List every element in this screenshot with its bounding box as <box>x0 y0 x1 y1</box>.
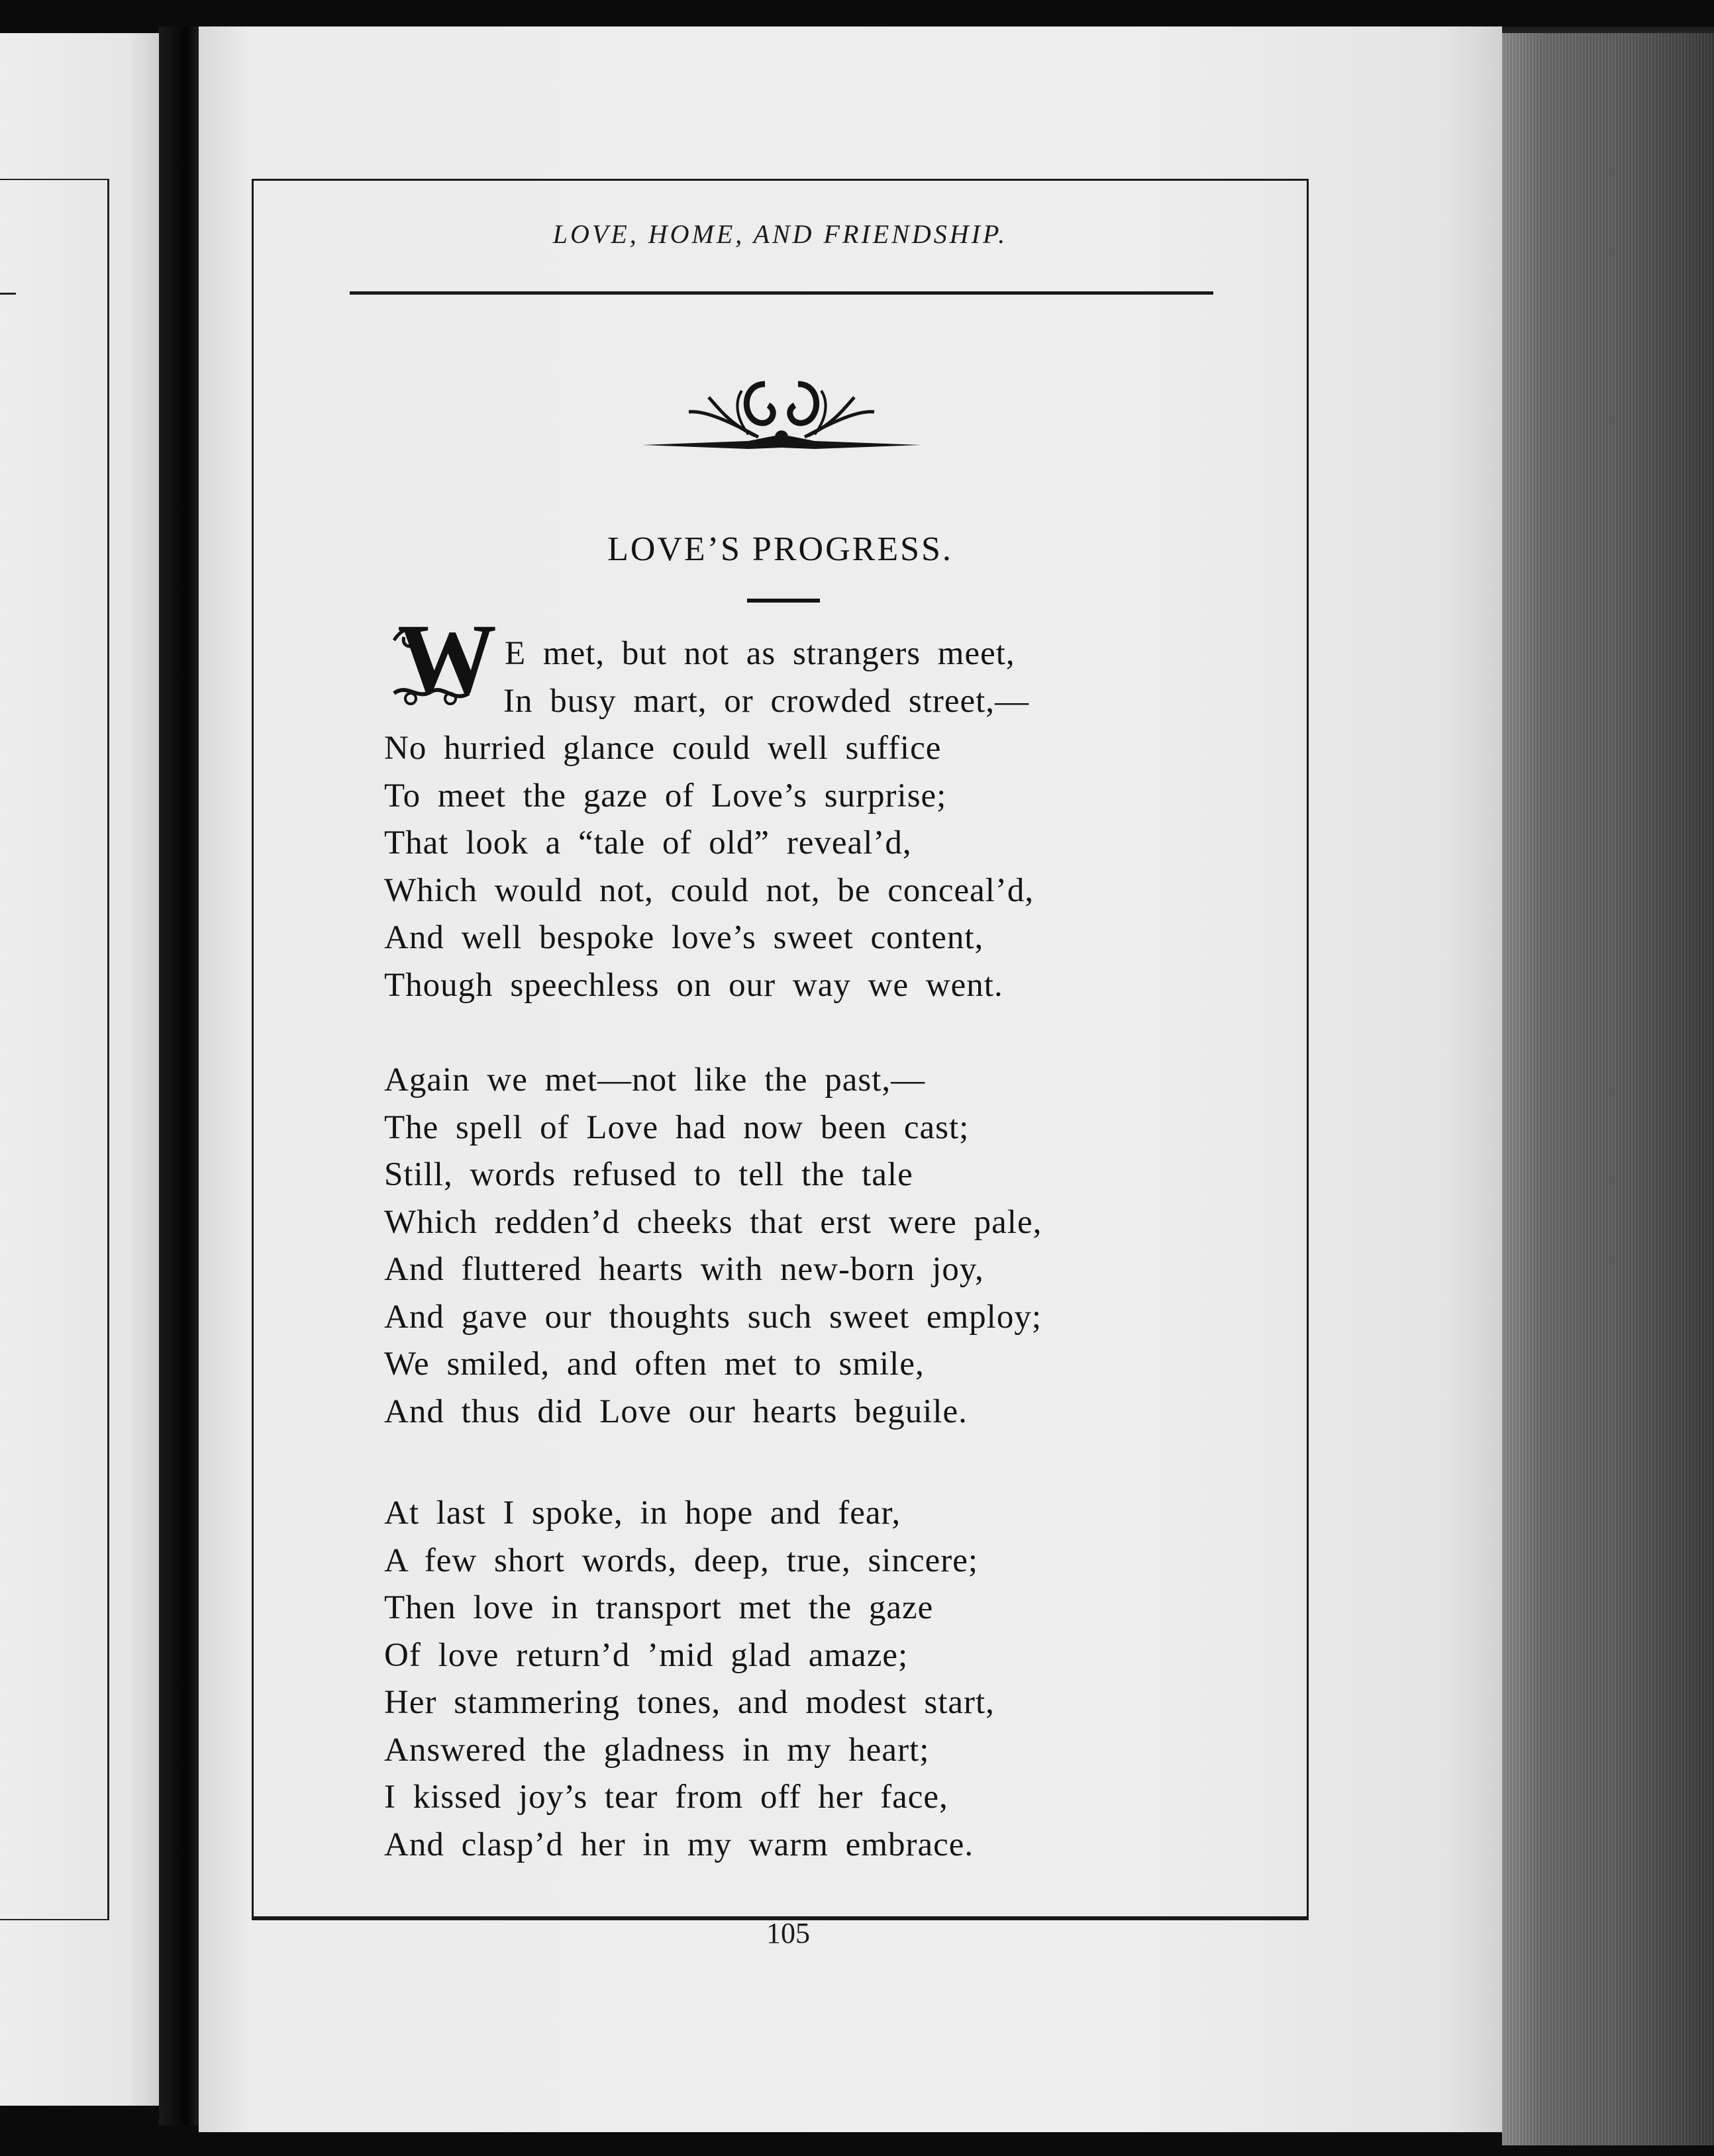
previous-page-dash <box>0 293 16 295</box>
poem-line: Which redden’d cheeks that erst were pale, <box>384 1203 1042 1241</box>
poem-line: Though speechless on our way we went. <box>384 966 1003 1004</box>
poem-line: E met, but not as strangers meet, <box>505 635 1015 672</box>
poem-line: And gave our thoughts such sweet employ; <box>384 1298 1042 1336</box>
poem-line: Her stammering tones, and modest start, <box>384 1684 995 1721</box>
poem-line: I kissed joy’s tear from off her face, <box>384 1779 948 1816</box>
poem-line: Of love return’d ’mid glad amaze; <box>384 1636 909 1674</box>
poem-line: Again we met—not like the past,— <box>384 1061 926 1099</box>
stanza-1 <box>384 725 1192 1009</box>
poem-line: And clasp’d her in my warm embrace. <box>384 1826 974 1863</box>
poem-line: In busy mart, or crowded street,— <box>503 682 1030 720</box>
scroll-ornament-icon <box>642 371 921 457</box>
poem-line: A few short words, deep, true, sincere; <box>384 1542 979 1579</box>
poem-line: That look a “tale of old” reveal’d, <box>384 824 912 861</box>
previous-page-frame-bottom <box>0 1919 109 1920</box>
poem-line: And well bespoke love’s sweet content, <box>384 919 984 956</box>
poem-line: To meet the gaze of Love’s surprise; <box>384 777 947 814</box>
running-head-rule <box>350 291 1213 295</box>
poem-title-rule <box>747 599 820 603</box>
poem-title: LOVE’S PROGRESS. <box>607 530 953 568</box>
poem-line: At last I spoke, in hope and fear, <box>384 1494 901 1532</box>
page-number: 105 <box>766 1917 810 1949</box>
page-edges <box>1502 33 1714 2145</box>
poem-line: Answered the gladness in my heart; <box>384 1731 930 1769</box>
opening-lines <box>505 630 1313 725</box>
poem-line: Which would not, could not, be conceal’d, <box>384 871 1034 909</box>
poem-line: Then love in transport met the gaze <box>384 1589 934 1626</box>
poem-line: We smiled, and often met to smile, <box>384 1346 925 1383</box>
poem-line: No hurried glance could well suffice <box>384 730 942 767</box>
previous-page-frame-top <box>0 179 109 180</box>
drop-cap-letter: W <box>397 604 497 714</box>
previous-page-frame-right <box>107 179 109 1920</box>
poem-line: And fluttered hearts with new-born joy, <box>384 1251 984 1288</box>
stanza-2 <box>384 1057 1192 1436</box>
poem-line: Still, words refused to tell the tale <box>384 1156 913 1193</box>
previous-page-edge <box>0 33 159 2106</box>
stanza-3 <box>384 1490 1192 1869</box>
poem-line: The spell of Love had now been cast; <box>384 1108 970 1146</box>
running-head: LOVE, HOME, AND FRIENDSHIP. <box>552 219 1008 249</box>
poem-line: And thus did Love our hearts beguile. <box>384 1393 968 1430</box>
